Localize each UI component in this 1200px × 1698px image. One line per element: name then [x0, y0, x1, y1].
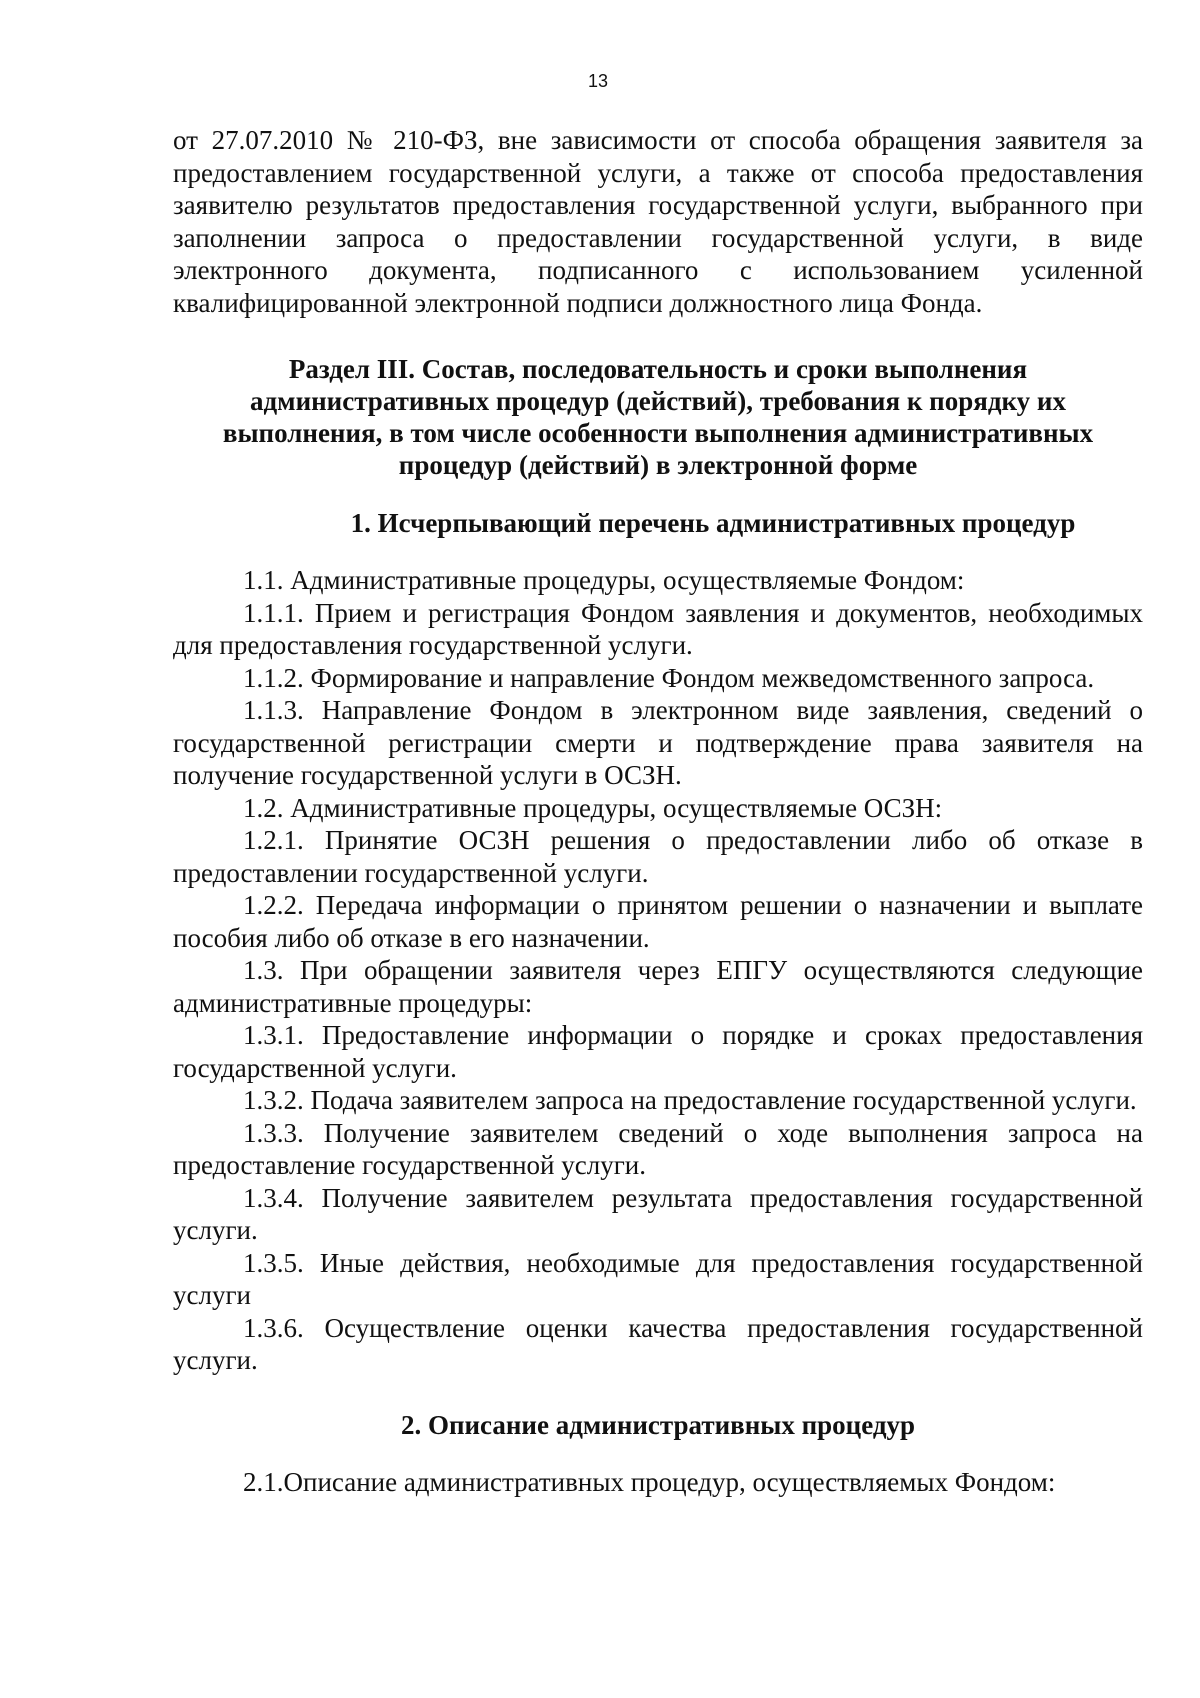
intro-paragraph: от 27.07.2010 № 210-ФЗ, вне зависимости от способа обращения заявителя за предоставлением государственной услуги, а также от способа предоставления заявителю результатов предоставления государственной услуги, выбранного при заполнении запроса о предоставлении государственной услуги, в виде электронного документа, подписанного с использованием усиленной квалифицированной электронной подписи должностного лица Фонда. [173, 125, 1143, 318]
list-item: 1.3.2. Подача заявителем запроса на предоставление государственной услуги. [243, 1085, 1137, 1115]
document-page [173, 70, 1143, 1498]
list-item: 1.1.2. Формирование и направление Фондом межведомственного запроса. [243, 662, 1095, 693]
list-item: 1.2. Административные процедуры, осуществляемые ОСЗН: [243, 792, 943, 823]
list-item: 1.3.6. Осуществление оценки качества предоставления государственной услуги. [173, 1312, 1143, 1375]
list-item: 1.3.1. Предоставление информации о порядке и сроках предоставления государственной услуги. [173, 1020, 1143, 1083]
list-item: 1.3.5. Иные действия, необходимые для предоставления государственной услуги [173, 1247, 1143, 1310]
list-item: 1.3.4. Получение заявителем результата предоставления государственной услуги. [173, 1182, 1143, 1245]
list-item: 1.1.1. Прием и регистрация Фондом заявления и документов, необходимых для предоставления государственной услуги. [173, 597, 1143, 660]
subsection-2-title: 2. Описание административных процедур [400, 1409, 916, 1440]
list-item: 1.2.1. Принятие ОСЗН решения о предоставлении либо об отказе в предоставлении государственной услуги. [173, 825, 1143, 888]
section-title: Раздел III. Состав, последовательность и сроки выполнения административных процедур (действий), требования к порядку их выполнения, в том числе особенности выполнения административных процедур (действий) в электронной форме [222, 354, 1094, 480]
subsection-1-title: 1. Исчерпывающий перечень административных процедур [350, 508, 1076, 538]
list-item: 1.1.3. Направление Фондом в электронном виде заявления, сведений о государственной регистрации смерти и подтверждение права заявителя на получение государственной услуги в ОСЗН. [173, 695, 1143, 790]
final-paragraph: 2.1.Описание административных процедур, осуществляемых Фондом: [243, 1466, 1056, 1497]
list-item: 1.2.2. Передача информации о принятом решении о назначении и выплате пособия либо об отказе в его назначении. [173, 890, 1143, 953]
list-item: 1.3. При обращении заявителя через ЕПГУ осуществляются следующие административные процедуры: [173, 955, 1143, 1018]
list-item: 1.3.3. Получение заявителем сведений о ходе выполнения запроса на предоставление государственной услуги. [173, 1117, 1143, 1180]
page-number: 13 [587, 71, 609, 91]
list-item: 1.1. Административные процедуры, осуществляемые Фондом: [243, 565, 965, 595]
